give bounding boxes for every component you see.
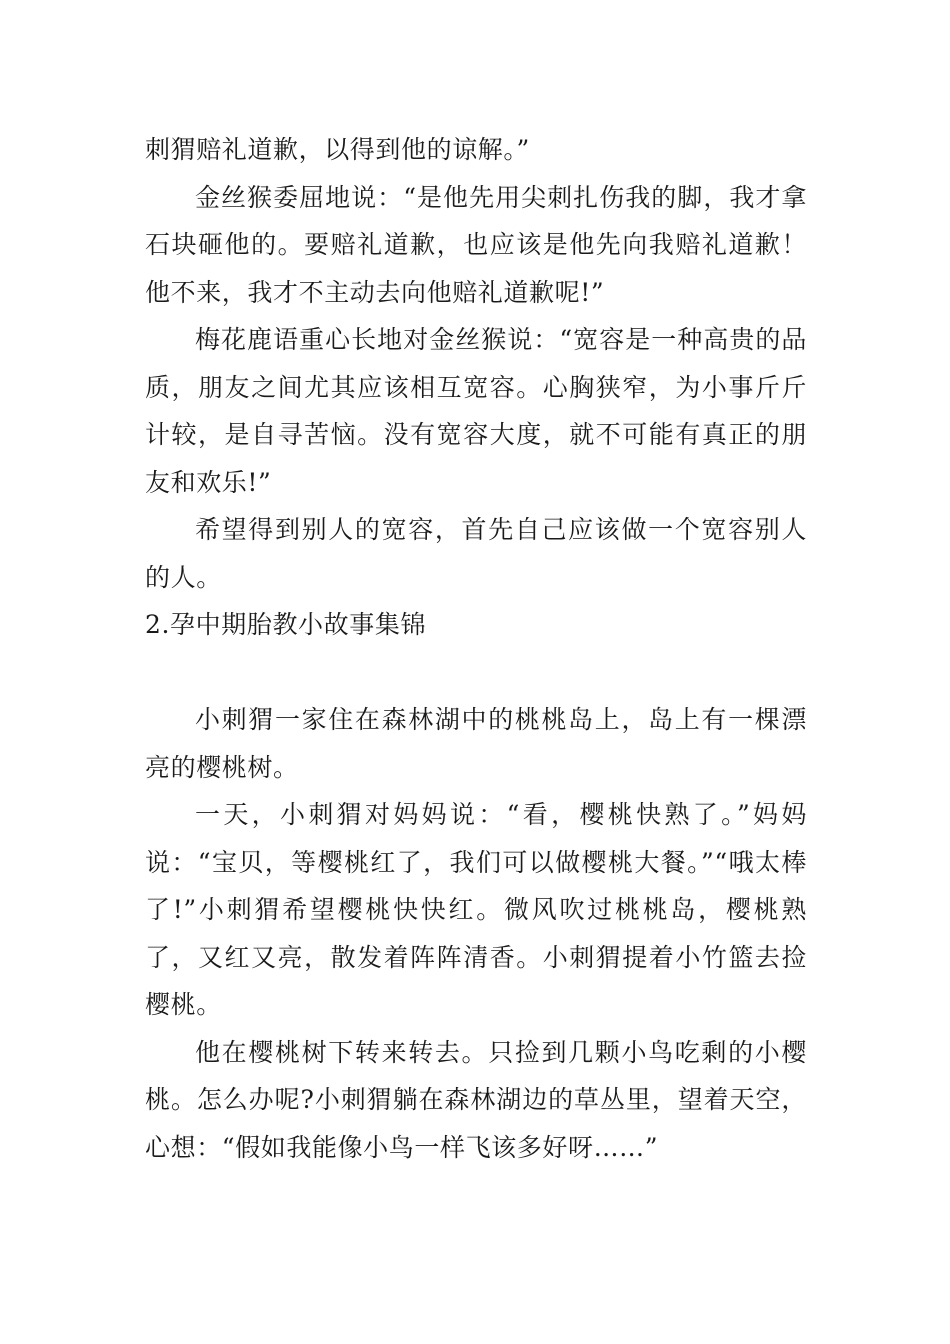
paragraph-6: 一天，小刺猬对妈妈说：“看，樱桃快熟了。”妈妈说：“宝贝，等樱桃红了，我们可以做樱桃大餐。”“哦太棒了!”小刺猬希望樱桃快快红。微风吹过桃桃岛，樱桃熟了，又红又亮，散发着阵阵清香。小刺猬提着小竹篮去捡樱桃。 [145, 800, 807, 1019]
paragraph-4: 希望得到别人的宽容，首先自己应该做一个宽容别人的人。 [145, 515, 807, 592]
blank-line [145, 649, 807, 697]
paragraph-2: 金丝猴委屈地说：“是他先用尖刺扎伤我的脚，我才拿石块砸他的。要赔礼道歉，也应该是他先向我赔礼道歉！他不来，我才不主动去向他赔礼道歉呢!” [145, 182, 807, 307]
paragraph-5: 小刺猬一家住在森林湖中的桃桃岛上，岛上有一棵漂亮的樱桃树。 [145, 705, 807, 782]
paragraph-1: 刺猬赔礼道歉，以得到他的谅解。” [145, 135, 530, 164]
document-body [145, 126, 807, 1171]
paragraph-7: 他在樱桃树下转来转去。只捡到几颗小鸟吃剩的小樱桃。怎么办呢?小刺猬躺在森林湖边的草丛里，望着天空，心想：“假如我能像小鸟一样飞该多好呀……” [145, 1037, 807, 1162]
section-heading: 2.孕中期胎教小故事集锦 [145, 610, 427, 639]
paragraph-3: 梅花鹿语重心长地对金丝猴说：“宽容是一种高贵的品质，朋友之间尤其应该相互宽容。心胸狭窄，为小事斤斤计较，是自寻苦恼。没有宽容大度，就不可能有真正的朋友和欢乐!” [145, 325, 807, 497]
